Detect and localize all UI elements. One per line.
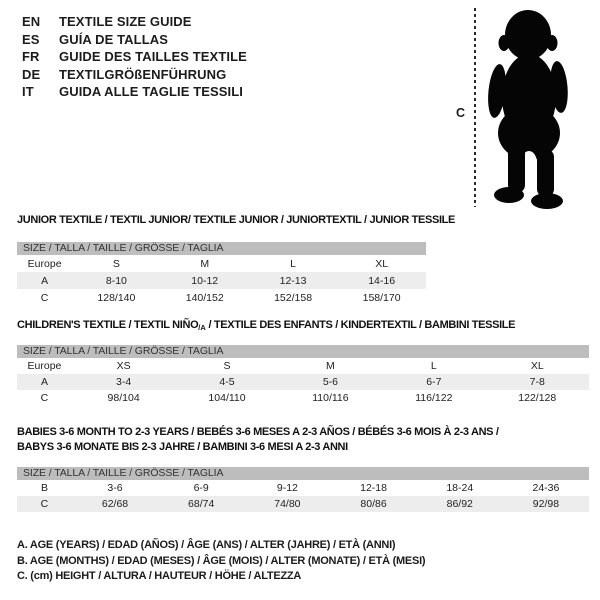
height-dashed-line (474, 8, 476, 207)
size-cell: S (112, 257, 120, 270)
size-cell: S (223, 360, 231, 372)
lang-row-es (22, 31, 247, 49)
size-cell: XL (530, 360, 544, 372)
size-cell: 6-7 (426, 376, 442, 388)
lang-row-en (22, 13, 247, 31)
size-cell: 152/158 (274, 291, 313, 304)
children-size-header: SIZE / TALLA / TAILLE / GRÖSSE / TAGLIA (17, 345, 589, 358)
row-label: Europe (27, 360, 62, 372)
row-label: C (40, 392, 49, 404)
row-label: C (40, 498, 49, 510)
table-row (17, 358, 589, 374)
baby-foot-right (531, 193, 563, 209)
size-cell: XS (116, 360, 131, 372)
size-cell: L (430, 360, 437, 372)
size-cell: M (326, 360, 335, 372)
children-table-title: CHILDREN'S TEXTILE / TEXTIL NIÑO/A / TEXTILE DES ENFANTS / KINDERTEXTIL / BAMBINI TESSILE (17, 319, 516, 332)
size-cell: XL (375, 257, 389, 270)
table-row (17, 289, 426, 306)
size-cell: 24-36 (532, 482, 560, 494)
row-label: A (41, 274, 49, 287)
baby-head (505, 10, 551, 60)
size-cell: 92/98 (532, 498, 560, 510)
guide-title: TEXTILGRÖßENFÜHRUNG (59, 66, 227, 82)
junior-size-table (17, 255, 426, 306)
baby-leg-right (537, 149, 554, 197)
size-cell: 5-6 (322, 376, 339, 388)
footnote-b: B. AGE (MONTHS) / EDAD (MESES) / ÂGE (MOIS) / ALTER (MONATE) / ETÀ (MESI) (17, 554, 426, 567)
size-cell: 122/128 (518, 392, 557, 404)
size-cell: 98/104 (107, 392, 140, 404)
size-cell: 3-6 (107, 482, 123, 494)
size-cell: 104/110 (208, 392, 246, 404)
babies-size-table (17, 480, 589, 512)
size-cell: 74/80 (274, 498, 301, 510)
lang-code: DE (22, 66, 41, 82)
babies-title-line2: BABYS 3-6 MONATE BIS 2-3 JAHRE / BAMBINI 3-6 MESI A 2-3 ANNI (17, 441, 348, 453)
guide-title: GUIDE DES TAILLES TEXTILE (59, 49, 247, 65)
table-row (17, 255, 426, 272)
size-cell: 4-5 (219, 376, 235, 388)
babies-table-title (17, 425, 499, 455)
size-cell: 68/74 (188, 498, 215, 510)
table-row (17, 390, 589, 406)
guide-title: GUÍA DE TALLAS (59, 31, 169, 47)
baby-silhouette-image (483, 5, 577, 211)
lang-code: IT (22, 84, 34, 100)
nino-a-subscript: /A (198, 323, 206, 332)
footnote-a: A. AGE (YEARS) / EDAD (AÑOS) / ÂGE (ANS) / ALTER (JAHRE) / ETÀ (ANNI) (17, 539, 396, 551)
size-cell: 7-8 (529, 376, 545, 388)
size-cell: 86/92 (446, 498, 473, 510)
table-row (17, 272, 426, 289)
guide-title: GUIDA ALLE TAGLIE TESSILI (59, 84, 244, 100)
height-label-c: C (456, 106, 466, 120)
row-label: B (40, 482, 48, 494)
lang-code: FR (22, 49, 40, 65)
table-row (17, 480, 589, 496)
size-cell: 10-12 (191, 274, 219, 287)
size-cell: 128/140 (97, 291, 136, 304)
guide-title: TEXTILE SIZE GUIDE (59, 14, 192, 30)
size-cell: 6-9 (193, 482, 209, 494)
size-cell: 14-16 (368, 274, 396, 287)
junior-size-header: SIZE / TALLA / TAILLE / GRÖSSE / TAGLIA (17, 242, 426, 255)
footnotes (17, 538, 425, 585)
baby-foot-left (494, 187, 524, 203)
size-cell: L (290, 257, 296, 270)
table-row (17, 374, 589, 390)
lang-row-de (22, 66, 247, 84)
size-cell: 9-12 (276, 482, 298, 494)
size-cell: 116/122 (415, 392, 453, 404)
row-label: Europe (27, 257, 62, 270)
size-cell: M (200, 257, 210, 270)
size-cell: 8-10 (105, 274, 127, 287)
lang-row-fr (22, 48, 247, 66)
size-cell: 12-18 (360, 482, 387, 494)
language-header (22, 13, 247, 101)
lang-code: ES (22, 31, 40, 47)
size-cell: 18-24 (446, 482, 474, 494)
size-cell: 140/152 (185, 291, 224, 304)
lang-code: EN (22, 14, 41, 30)
row-label: A (40, 376, 48, 388)
junior-table-title: JUNIOR TEXTILE / TEXTIL JUNIOR/ TEXTILE JUNIOR / JUNIORTEXTIL / JUNIOR TESSILE (17, 214, 456, 226)
size-cell: 110/116 (312, 392, 349, 404)
footnote-c: C. (cm) HEIGHT / ALTURA / HAUTEUR / HÖHE / ALTEZZA (17, 570, 302, 582)
babies-title-line1: BABIES 3-6 MONTH TO 2-3 YEARS / BEBÉS 3-6 MESES A 2-3 AÑOS / BÉBÉS 3-6 MOIS À 2-3 ANS / (17, 426, 499, 438)
lang-row-it (22, 83, 247, 101)
size-cell: 62/68 (101, 498, 129, 510)
size-cell: 3-4 (116, 376, 132, 388)
baby-leg-left (508, 145, 525, 193)
table-row (17, 496, 589, 512)
size-cell: 158/170 (362, 291, 401, 304)
babies-size-header: SIZE / TALLA / TAILLE / GRÖSSE / TAGLIA (17, 467, 589, 480)
children-size-table (17, 358, 589, 406)
size-cell: 80/86 (360, 498, 387, 510)
size-cell: 12-13 (279, 274, 307, 287)
row-label: C (40, 291, 49, 304)
